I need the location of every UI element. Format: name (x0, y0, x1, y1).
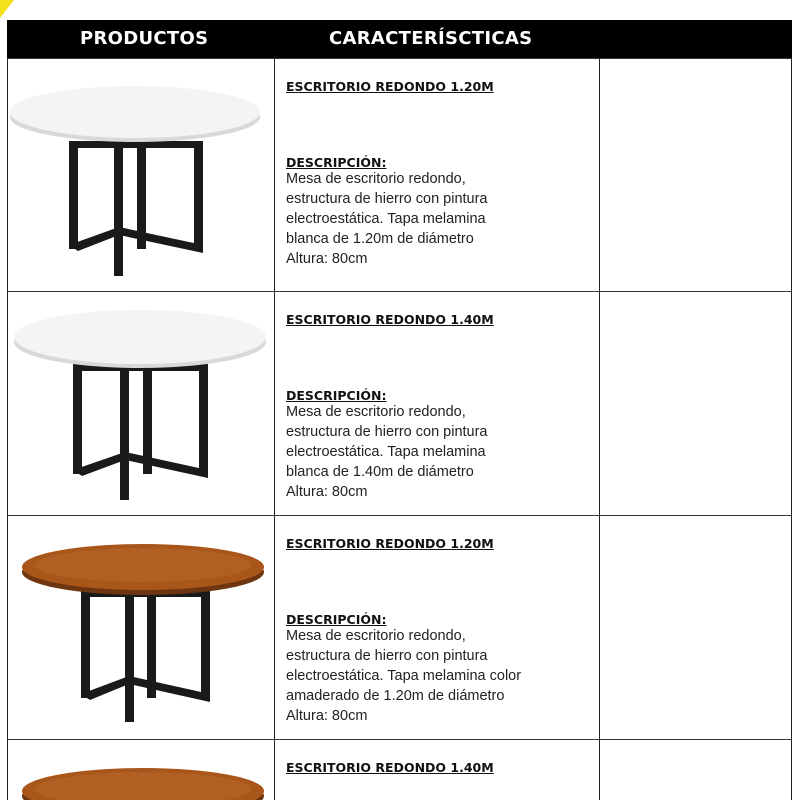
table-legs (73, 364, 208, 500)
product-title: ESCRITORIO REDONDO 1.40M (286, 760, 494, 775)
round-table-white-image (7, 292, 275, 516)
corner-accent (0, 0, 14, 18)
product-title: ESCRITORIO REDONDO 1.40M (286, 312, 494, 327)
description-text: Mesa de escritorio redondo, estructura de hierro con pintura electroestática. Tapa melamina blanca de 1.20m de diámetro Altura: 80cm (286, 171, 488, 267)
round-table-wood-image (7, 516, 275, 740)
description-label: DESCRIPCIÓN: (286, 388, 387, 403)
table-row (7, 58, 792, 282)
header-features: CARACTERÍSCTICAS (329, 28, 533, 49)
header-products: PRODUCTOS (80, 28, 209, 49)
table-legs (81, 590, 210, 722)
table-header (7, 20, 792, 58)
table-row (7, 291, 792, 515)
table-row (7, 739, 792, 800)
table-row (7, 515, 792, 739)
table-legs (69, 141, 203, 276)
product-table (7, 58, 792, 800)
description-label: DESCRIPCIÓN: (286, 612, 387, 627)
description-text: Mesa de escritorio redondo, estructura de hierro con pintura electroestática. Tapa melamina color amaderado de 1.20m de diámetro Altura: 80cm (286, 628, 522, 724)
description-label: DESCRIPCIÓN: (286, 155, 387, 170)
description-text: Mesa de escritorio redondo, estructura de hierro con pintura electroestática. Tapa melamina blanca de 1.40m de diámetro Altura: 80cm (286, 404, 488, 500)
round-table-wood-image (7, 740, 275, 800)
round-table-white-image (7, 59, 275, 283)
product-title: ESCRITORIO REDONDO 1.20M (286, 536, 494, 551)
product-title: ESCRITORIO REDONDO 1.20M (286, 79, 494, 94)
